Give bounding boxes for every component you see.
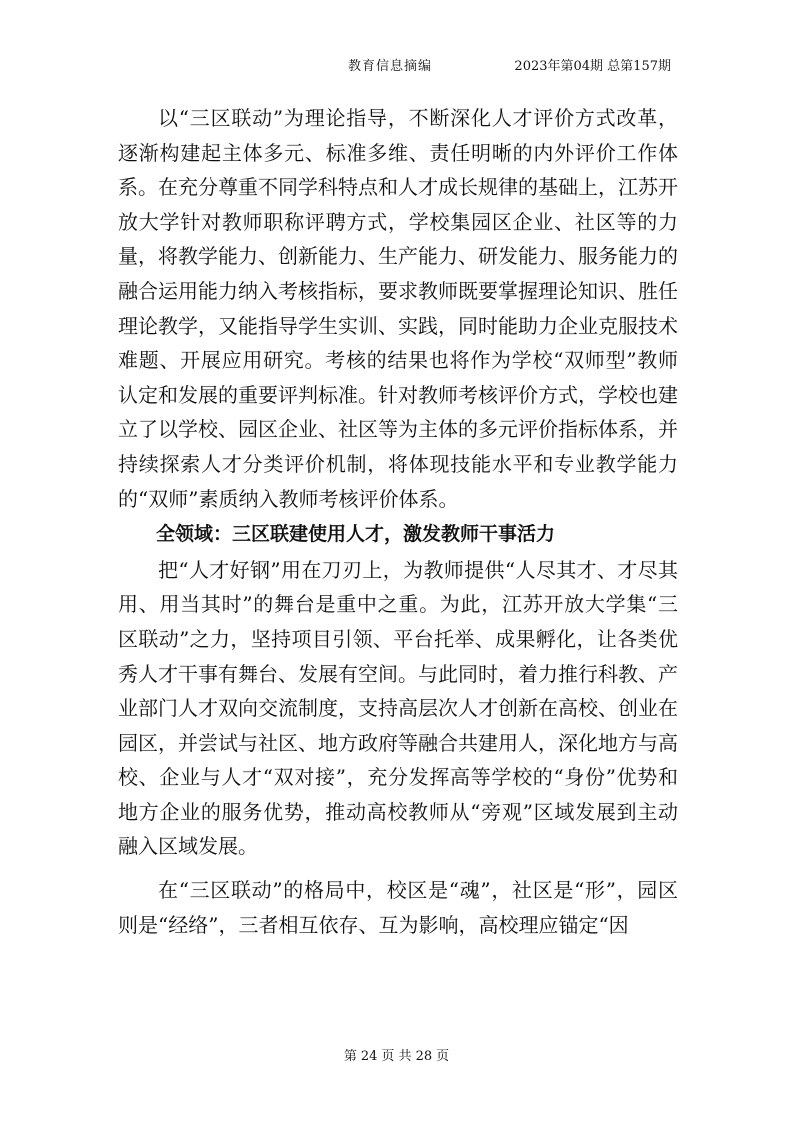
header-divider	[118, 78, 674, 79]
page-current: 24	[360, 1049, 378, 1064]
page-prefix: 第	[343, 1049, 357, 1064]
journal-title: 教育信息摘编	[348, 59, 433, 74]
page-mid: 页 共	[381, 1049, 412, 1064]
paragraph-evaluation: 以“三区联动”为理论指导，不断深化人才评价方式改革，逐渐构建起主体多元、标准多维、责任明晰的内外评价工作体系。在充分尊重不同学科特点和人才成长规律的基础上，江苏开放大学针对教师职称评聘方式，学校集园区企业、社区等的力量，将教学能力、创新能力、生产能力、研发能力、服务能力的融合运用能力纳入考核指标，要求教师既要掌握理论知识、胜任理论教学，又能指导学生实训、实践，同时能助力企业克服技术难题、开展应用研究。考核的结果也将作为学校“双师型”教师认定和发展的重要评判标准。针对教师考核评价方式，学校也建立了以学校、园区企业、社区等为主体的多元评价指标体系，并持续探索人才分类评价机制，将体现技能水平和专业教学能力的“双师”素质纳入教师考核评价体系。	[118, 106, 678, 511]
page-total: 28	[415, 1049, 433, 1064]
article-body	[118, 101, 678, 942]
page-footer	[0, 1045, 793, 1064]
issue-number: 2023年第04期 总第157期	[514, 59, 671, 74]
page-suffix: 页	[436, 1049, 450, 1064]
page-header	[0, 55, 793, 75]
section-heading: 全领域：三区联建使用人才，激发教师干事活力	[156, 523, 556, 546]
paragraph-three-districts: 在“三区联动”的格局中，校区是“魂”，社区是“形”，园区则是“经络”，三者相互依存、互为影响，高校理应锚定“因	[118, 878, 678, 937]
paragraph-talent-use: 把“人才好钢”用在刀刃上，为教师提供“人尽其才、才尽其用、用当其时”的舞台是重中之重。为此，江苏开放大学集“三区联动”之力，坚持项目引领、平台托举、成果孵化，让各类优秀人才干事有舞台、发展有空间。与此同时，着力推行科教、产业部门人才双向交流制度，支持高层次人才创新在高校、创业在园区，并尝试与社区、地方政府等融合共建用人，深化地方与高校、企业与人才“双对接”，充分发挥高等学校的“身份”优势和地方企业的服务优势，推动高校教师从“旁观”区域发展到主动融入区域发展。	[118, 557, 678, 859]
